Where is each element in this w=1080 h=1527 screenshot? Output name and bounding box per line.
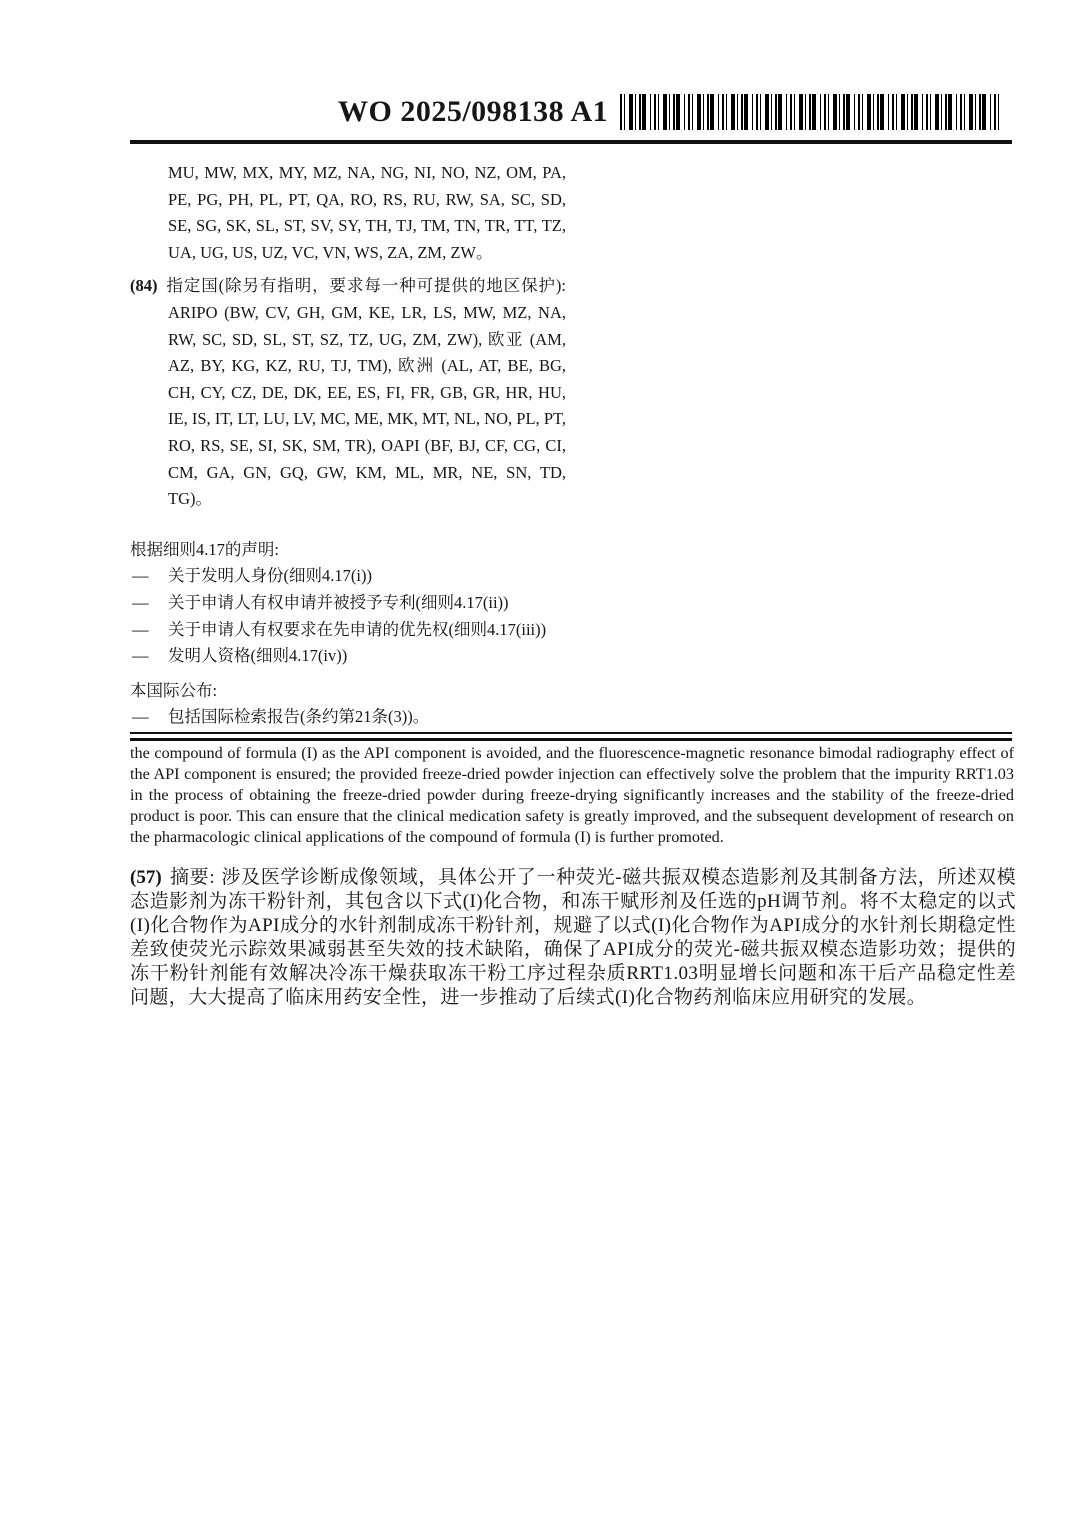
declaration-item-text: 发明人资格(细则4.17(iv))	[168, 646, 348, 666]
dash-marker: —	[132, 646, 149, 666]
dash-marker: —	[132, 592, 149, 612]
declarations-section	[130, 537, 566, 670]
barcode-image	[620, 94, 1002, 130]
declaration-item-text: 关于申请人有权要求在先申请的优先权(细则4.17(iii))	[168, 619, 547, 639]
publication-number: WO 2025/098138 A1	[338, 95, 609, 128]
section-84-text: 指定国(除另有指明，要求每一种可提供的地区保护): ARIPO (BW, CV, GH, GM, KE, LR, LS, MW, MZ, NA, RW, SC, SD, SL, ST, SZ, TZ, UG, ZM, ZW), 欧亚 (AM, AZ, BY, KG, KZ, RU, TJ, TM), 欧洲 (AL, AT, BE, BG, CH, CY, CZ, DE, DK, EE, ES, FI, FR, GB, GR, HR, HU, IE, IS, IT, LT, LU, LV, MC, ME, MK, MT, NL, NO, PL, PT, RO, RS, SE, SI, SK, SM, TR), OAPI (BF, BJ, CF, CG, CI, CM, GA, GN, GQ, GW, KM, ML, MR, NE, SN, TD, TG)。	[165, 276, 566, 509]
abstract-chinese-section	[130, 866, 1016, 1010]
publication-list	[130, 704, 566, 731]
publication-item-text: 包括国际检索报告(条约第21条(3))。	[168, 707, 430, 727]
abstract-chinese-text: 涉及医学诊断成像领域，具体公开了一种荧光-磁共振双模态造影剂及其制备方法，所述双模态造影剂为冻干粉针剂，其包含以下式(I)化合物，和冻干赋形剂及任选的pH调节剂。将不太稳定的以式(I)化合物作为API成分的水针剂制成冻干粉针剂，规避了以式(I)化合物作为API成分的水针剂长期稳定性差致使荧光示踪效果减弱甚至失效的技术缺陷，确保了API成分的荧光-磁共振双模态造影功效；提供的冻干粉针剂能有效解决冷冻干燥获取冻干粉工序过程杂质RRT1.03明显增长问题和冻干后产品稳定性差问题，大大提高了临床用药安全性，进一步推动了后续式(I)化合物药剂临床应用研究的发展。	[130, 866, 1016, 1008]
abstract-english-continuation: the compound of formula (I) as the API component is avoided, and the fluorescence-magnetic resonance bimodal radiography effect of the API component is ensured; the provided freeze-dried powder injection can effectively solve the problem that the impurity RRT1.03 in the process of obtaining the freeze-dried powder during freeze-drying significantly increases and the stability of the freeze-dried product is poor. This can ensure that the clinical medication safety is greatly improved, and the subsequent development of research on the pharmacologic clinical applications of the compound of formula (I) is further promoted.	[130, 743, 1014, 846]
declaration-item-text: 关于发明人身份(细则4.17(i))	[168, 566, 372, 586]
declarations-heading: 根据细则4.17的声明:	[130, 539, 279, 559]
abstract-section-number: (57)	[130, 866, 162, 888]
publication-item	[130, 704, 566, 731]
header-divider-rule	[130, 140, 1012, 144]
section-84-number: (84)	[130, 276, 158, 296]
dash-marker: —	[132, 619, 149, 639]
declarations-list	[130, 563, 566, 669]
publication-heading: 本国际公布:	[130, 680, 218, 700]
declaration-item	[130, 617, 566, 644]
publication-section	[130, 678, 566, 731]
abstract-divider-thin-rule	[130, 732, 1012, 734]
dash-marker: —	[132, 707, 149, 727]
declaration-item	[130, 563, 566, 590]
declaration-item	[130, 590, 566, 617]
bibliographic-column	[130, 160, 566, 731]
section-84-designated-states	[130, 273, 566, 512]
page-header	[130, 0, 1012, 132]
dash-marker: —	[132, 566, 149, 586]
abstract-label: 摘要:	[169, 866, 216, 888]
declaration-item-text: 关于申请人有权申请并被授予专利(细则4.17(ii))	[168, 592, 509, 612]
abstract-divider-rule	[130, 738, 1012, 741]
designated-states-continuation: MU, MW, MX, MY, MZ, NA, NG, NI, NO, NZ, OM, PA, PE, PG, PH, PL, PT, QA, RO, RS, RU, RW, SA, SC, SD, SE, SG, SK, SL, ST, SV, SY, TH, TJ, TM, TN, TR, TT, TZ, UA, UG, US, UZ, VC, VN, WS, ZA, ZM, ZW。	[168, 163, 566, 262]
declaration-item	[130, 643, 566, 670]
